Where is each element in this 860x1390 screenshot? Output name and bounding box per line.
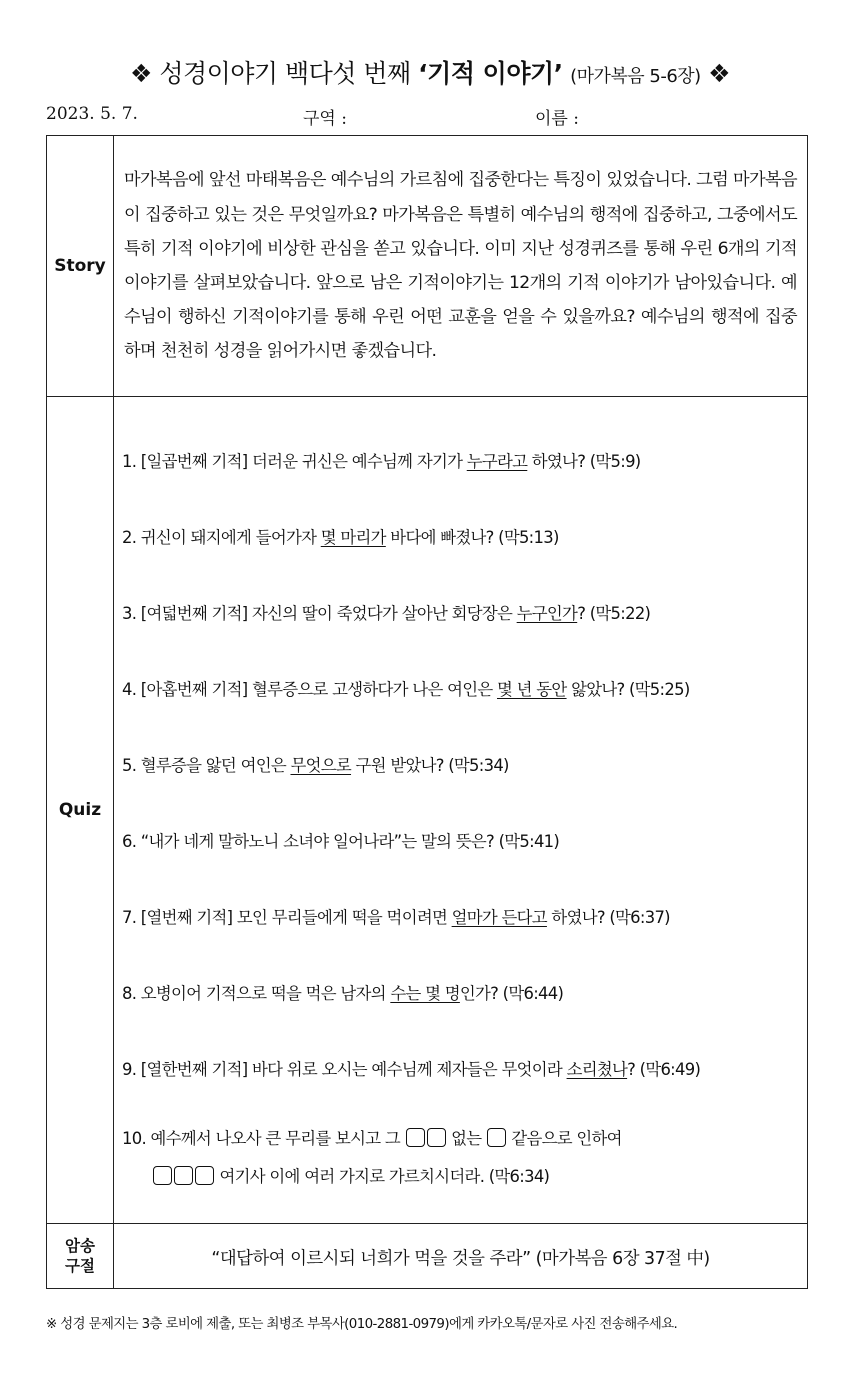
quiz-question-fill-blank: 10. 예수께서 나오사 큰 무리를 보시고 그 없는 같음으로 인하여 여기사 이에 여러 가지로 가르치시더라. (막6:34)	[122, 1129, 622, 1186]
submission-note: ※ 성경 문제지는 3층 로비에 제출, 또는 최병조 부목사(010-2881-0979)에게 카카오톡/문자로 사진 전송해주세요.	[46, 1317, 678, 1332]
quiz-question: 8. 오병이어 기적으로 떡을 먹은 남자의 수는 몇 명인가? (막6:44)	[122, 984, 564, 1003]
ornament-icon: ❖	[129, 59, 152, 88]
quiz-list	[114, 397, 808, 1224]
title-reference: (마가복음 5-6장)	[570, 66, 701, 87]
title-strong: ‘기적 이야기’	[418, 59, 563, 88]
worksheet-title	[0, 54, 860, 90]
date-text: 2023. 5. 7.	[46, 104, 138, 124]
blank-box[interactable]	[174, 1166, 193, 1185]
recite-row	[47, 1224, 808, 1289]
worksheet-table	[46, 135, 808, 1289]
quiz-question: 4. [아홉번째 기적] 혈루증으로 고생하다가 나은 여인은 몇 년 동안 앓았나? (막5:25)	[122, 680, 690, 699]
blank-box[interactable]	[195, 1166, 214, 1185]
quiz-question: 9. [열한번째 기적] 바다 위로 오시는 예수님께 제자들은 무엇이라 소리쳤나? (막6:49)	[122, 1060, 701, 1079]
blank-box[interactable]	[427, 1128, 446, 1147]
blank-box[interactable]	[487, 1128, 506, 1147]
name-label: 이름 :	[535, 109, 579, 129]
blank-box[interactable]	[153, 1166, 172, 1185]
blank-box[interactable]	[406, 1128, 425, 1147]
quiz-label: Quiz	[47, 397, 114, 1224]
quiz-question: 7. [열번째 기적] 모인 무리들에게 떡을 먹이려면 얼마가 든다고 하였나? (막6:37)	[122, 908, 670, 927]
recite-verse: “대답하여 이르시되 너희가 먹을 것을 주라” (마가복음 6장 37절 中)	[114, 1224, 808, 1289]
quiz-row	[47, 397, 808, 1224]
quiz-question: 2. 귀신이 돼지에게 들어가자 몇 마리가 바다에 빠졌나? (막5:13)	[122, 528, 559, 547]
quiz-question: 1. [일곱번째 기적] 더러운 귀신은 예수님께 자기가 누구라고 하였나? (막5:9)	[122, 452, 641, 471]
story-row	[47, 136, 808, 397]
story-text: 마가복음에 앞선 마태복음은 예수님의 가르침에 집중한다는 특징이 있었습니다. 그럼 마가복음이 집중하고 있는 것은 무엇일까요? 마가복음은 특별히 예수님의 행적에 집중하고, 그중에서도 특히 기적 이야기에 비상한 관심을 쏟고 있습니다. 이미 지난 성경퀴즈를 통해 우린 6개의 기적이야기를 살펴보았습니다. 앞으로 남은 기적이야기는 12개의 기적 이야기가 남아있습니다. 예수님이 행하신 기적이야기를 통해 우린 어떤 교훈을 얻을 수 있을까요? 예수님의 행적에 집중하며 천천히 성경을 읽어가시면 좋겠습니다.	[114, 136, 808, 397]
ornament-icon: ❖	[708, 59, 731, 88]
title-prefix: 성경이야기 백다섯 번째	[159, 59, 411, 88]
quiz-question: 6. “내가 네게 말하노니 소녀야 일어나라”는 말의 뜻은? (막5:41)	[122, 832, 560, 851]
story-label: Story	[47, 136, 114, 397]
quiz-question: 5. 혈루증을 앓던 여인은 무엇으로 구원 받았나? (막5:34)	[122, 756, 509, 775]
quiz-question: 3. [여덟번째 기적] 자신의 딸이 죽었다가 살아난 회당장은 누구인가? (막5:22)	[122, 604, 651, 623]
district-label: 구역 :	[303, 109, 347, 129]
recite-label: 암송 구절	[47, 1224, 114, 1289]
